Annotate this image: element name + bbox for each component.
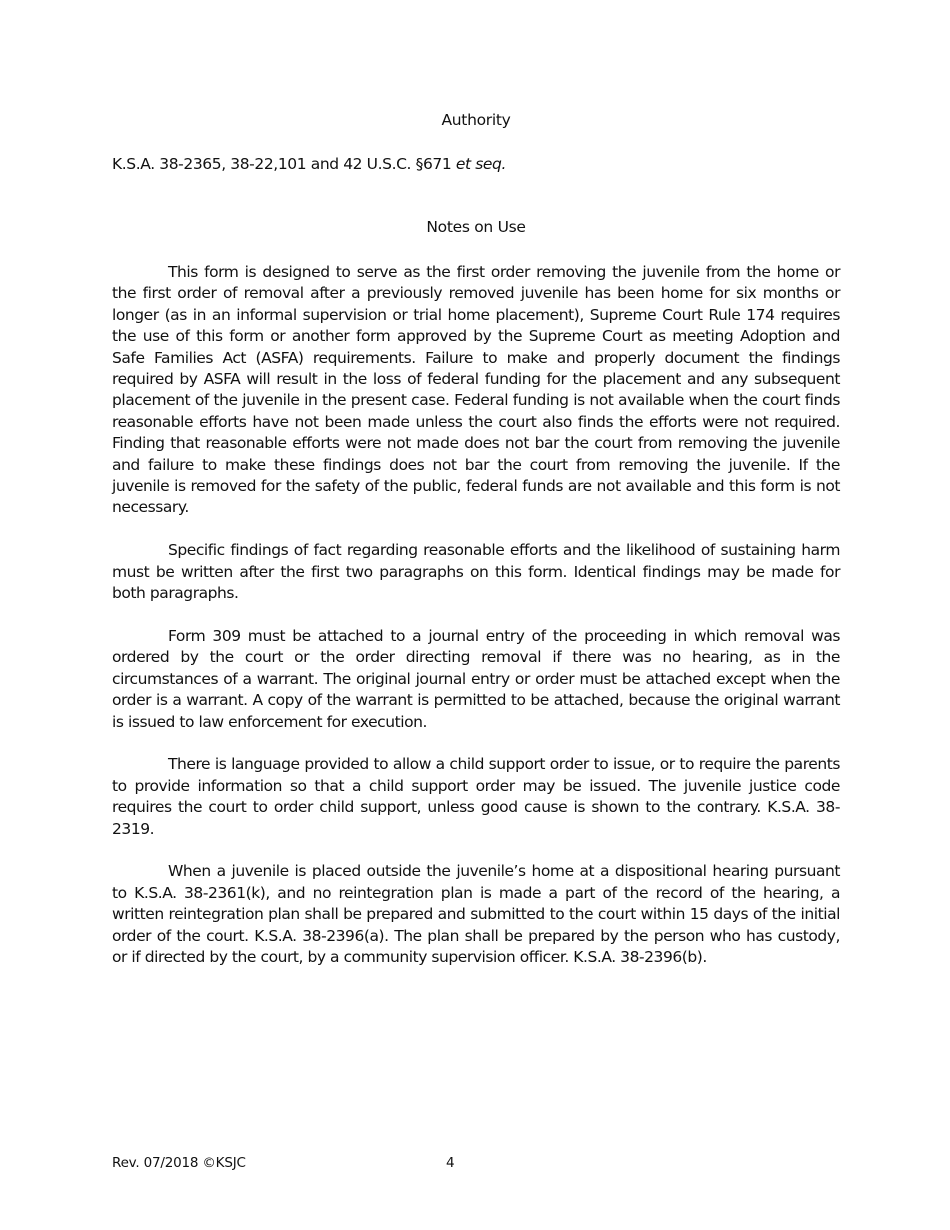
notes-paragraph-3: Form 309 must be attached to a journal entry of the proceeding in which removal was ordered by the court or the order directing removal if there was no hearing, as in the circumstances of a warrant. The original journal entry or order must be attached except when the order is a warrant. A copy of the warrant is permitted to be attached, because the original warrant is issued to law enforcement for execution.	[112, 626, 840, 731]
notes-paragraph-5: When a juvenile is placed outside the juvenile’s home at a dispositional hearing pursuant to K.S.A. 38-2361(k), and no reintegration plan is made a part of the record of the hearing, a written reintegration plan shall be prepared and submitted to the court within 15 days of the initial order of the court. K.S.A. 38-2396(a). The plan shall be prepared by the person who has custody, or if directed by the court, by a community supervision officer. K.S.A. 38-2396(b).	[112, 862, 840, 966]
authority-citation-et-seq: et seq.	[455, 155, 506, 173]
authority-heading: Authority	[441, 111, 511, 129]
notes-paragraph-1: This form is designed to serve as the first order removing the juvenile from the home or the first order of removal after a previously removed juvenile has been home for six months or longer (as in an informal supervision or trial home placement), Supreme Court Rule 174 requires the use of this form or another form approved by the Supreme Court as meeting Adoption and Safe Families Act (ASFA) requirements. Failure to make and properly document the findings required by ASFA will result in the loss of federal funding for the placement and any subsequent placement of the juvenile in the present case. Federal funding is not available when the court finds reasonable efforts have not been made unless the court also finds the efforts were not required. Finding that reasonable efforts were not made does not bar the court from removing the juvenile and failure to make these findings does not bar the court from removing the juvenile. If the juvenile is removed for the safety of the public, federal funds are not available and this form is not necessary.	[112, 263, 840, 517]
authority-citation	[112, 155, 840, 173]
authority-citation-text: K.S.A. 38-2365, 38-22,101 and 42 U.S.C. §671	[112, 155, 456, 173]
notes-body	[112, 262, 840, 990]
notes-paragraph-2: Specific findings of fact regarding reasonable efforts and the likelihood of sustaining harm must be written after the first two paragraphs on this form. Identical findings may be made for both paragraphs.	[112, 541, 840, 603]
notes-paragraph-4: There is language provided to allow a child support order to issue, or to require the parents to provide information so that a child support order may be issued. The juvenile justice code requires the court to order child support, unless good cause is shown to the contrary. K.S.A. 38-2319.	[112, 755, 840, 838]
page-number: 4	[446, 1155, 455, 1171]
notes-on-use-heading: Notes on Use	[426, 218, 526, 236]
footer-revision: Rev. 07/2018 ©KSJC	[112, 1155, 246, 1171]
